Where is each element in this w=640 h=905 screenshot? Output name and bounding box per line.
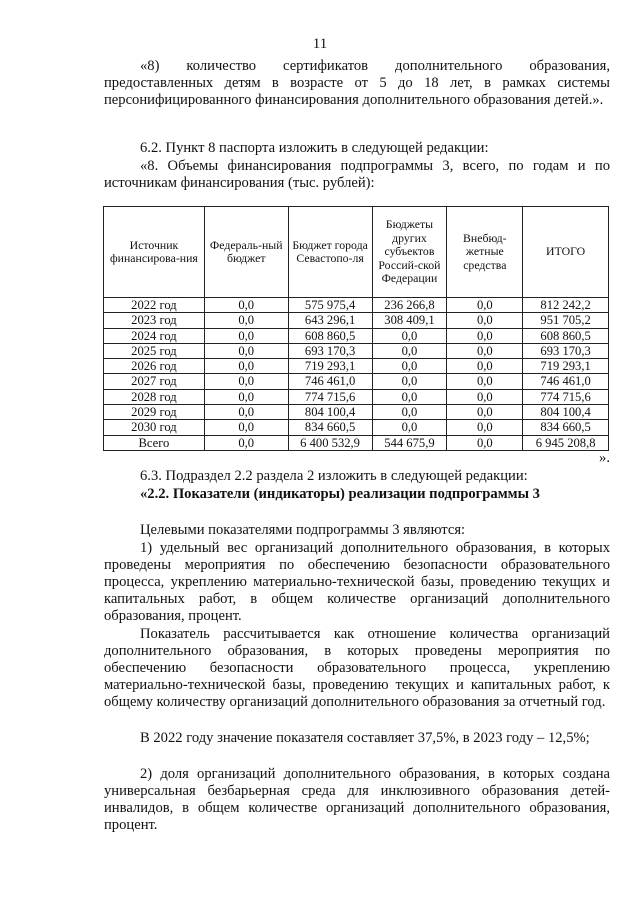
- cell-total: 719 293,1: [523, 359, 609, 374]
- cell-extrabudgetary: 0,0: [447, 389, 523, 404]
- cell-federal: 0,0: [204, 435, 288, 450]
- table-row: [104, 405, 609, 420]
- header-sevastopol-budget: Бюджет города Севастопо-ля: [288, 207, 372, 298]
- table-row: [104, 359, 609, 374]
- cell-other-subjects: 0,0: [372, 420, 447, 435]
- table-row-total: [104, 435, 609, 450]
- cell-extrabudgetary: 0,0: [447, 420, 523, 435]
- cell-extrabudgetary: 0,0: [447, 359, 523, 374]
- indicator-values: В 2022 году значение показателя составляет 37,5%, в 2023 году – 12,5%;: [140, 730, 590, 746]
- cell-sevastopol: 719 293,1: [288, 359, 372, 374]
- cell-sevastopol: 575 975,4: [288, 298, 372, 313]
- cell-sevastopol: 834 660,5: [288, 420, 372, 435]
- section-heading: «2.2. Показатели (индикаторы) реализации подпрограммы 3: [140, 486, 540, 502]
- table-row: [104, 420, 609, 435]
- row-total-label: Всего: [104, 435, 205, 450]
- cell-extrabudgetary: 0,0: [447, 374, 523, 389]
- calculation-description: Показатель рассчитывается как отношение количества организаций дополнительного образования, в которых проведены мероприятия по обеспечению безопасности образовательного процесса, укреплению материально-технической базы, проведению текущих и капитальных работ, к общему количеству организаций дополнительного образования за отчетный год.: [104, 626, 610, 710]
- cell-other-subjects: 0,0: [372, 374, 447, 389]
- row-year: 2025 год: [104, 343, 205, 358]
- cell-total: 774 715,6: [523, 389, 609, 404]
- header-total: ИТОГО: [523, 207, 609, 298]
- row-year: 2027 год: [104, 374, 205, 389]
- paragraph-certificates: «8) количество сертификатов дополнительного образования, предоставленных детям в возрасте от 5 до 18 лет, в рамках системы персонифицированного финансирования дополнительного образования детей.».: [104, 58, 610, 108]
- table-row: [104, 328, 609, 343]
- indicator-1: 1) удельный вес организаций дополнительного образования, в которых проведены мероприятия по обеспечению безопасности образовательного процесса, укреплению материально-технической базы, проведению текущих и капитальных работ, в общем количестве организаций дополнительного образования, процент.: [104, 540, 610, 624]
- cell-other-subjects: 236 266,8: [372, 298, 447, 313]
- cell-other-subjects: 0,0: [372, 405, 447, 420]
- row-year: 2024 год: [104, 328, 205, 343]
- cell-extrabudgetary: 0,0: [447, 343, 523, 358]
- cell-total: 834 660,5: [523, 420, 609, 435]
- cell-total: 804 100,4: [523, 405, 609, 420]
- cell-sevastopol: 608 860,5: [288, 328, 372, 343]
- indicator-2: 2) доля организаций дополнительного образования, в которых создана универсальная безбарьерная среда для инклюзивного образования детей-инвалидов, в общем количестве организаций дополнительного образования, процент.: [104, 766, 610, 833]
- cell-other-subjects: 0,0: [372, 343, 447, 358]
- cell-federal: 0,0: [204, 374, 288, 389]
- row-year: 2026 год: [104, 359, 205, 374]
- cell-federal: 0,0: [204, 343, 288, 358]
- cell-sevastopol: 804 100,4: [288, 405, 372, 420]
- item-6-3: 6.3. Подраздел 2.2 раздела 2 изложить в следующей редакции:: [140, 468, 528, 484]
- cell-federal: 0,0: [204, 313, 288, 328]
- cell-total: 746 461,0: [523, 374, 609, 389]
- page-number: 11: [312, 36, 328, 52]
- table-row: [104, 389, 609, 404]
- row-year: 2030 год: [104, 420, 205, 435]
- row-year: 2023 год: [104, 313, 205, 328]
- row-year: 2029 год: [104, 405, 205, 420]
- header-source: Источник финансирова-ния: [104, 207, 205, 298]
- cell-sevastopol: 693 170,3: [288, 343, 372, 358]
- cell-sevastopol: 6 400 532,9: [288, 435, 372, 450]
- cell-other-subjects: 0,0: [372, 389, 447, 404]
- table-closing-quote: ».: [599, 450, 610, 466]
- cell-sevastopol: 746 461,0: [288, 374, 372, 389]
- cell-sevastopol: 774 715,6: [288, 389, 372, 404]
- header-other-subjects-budgets: Бюджеты других субъектов Россий-ской Федерации: [372, 207, 447, 298]
- cell-other-subjects: 0,0: [372, 328, 447, 343]
- cell-extrabudgetary: 0,0: [447, 313, 523, 328]
- cell-extrabudgetary: 0,0: [447, 298, 523, 313]
- table-row: [104, 298, 609, 313]
- table-row: [104, 374, 609, 389]
- cell-federal: 0,0: [204, 389, 288, 404]
- table-row: [104, 343, 609, 358]
- cell-other-subjects: 0,0: [372, 359, 447, 374]
- cell-total: 6 945 208,8: [523, 435, 609, 450]
- header-extrabudgetary: Внебюд-жетные средства: [447, 207, 523, 298]
- table-row: [104, 313, 609, 328]
- row-year: 2028 год: [104, 389, 205, 404]
- cell-total: 693 170,3: [523, 343, 609, 358]
- cell-total: 608 860,5: [523, 328, 609, 343]
- targets-intro: Целевыми показателями подпрограммы 3 являются:: [140, 522, 466, 538]
- cell-total: 951 705,2: [523, 313, 609, 328]
- cell-federal: 0,0: [204, 298, 288, 313]
- cell-other-subjects: 308 409,1: [372, 313, 447, 328]
- header-federal-budget: Федераль-ный бюджет: [204, 207, 288, 298]
- row-year: 2022 год: [104, 298, 205, 313]
- cell-sevastopol: 643 296,1: [288, 313, 372, 328]
- cell-federal: 0,0: [204, 359, 288, 374]
- cell-extrabudgetary: 0,0: [447, 435, 523, 450]
- cell-federal: 0,0: [204, 405, 288, 420]
- cell-other-subjects: 544 675,9: [372, 435, 447, 450]
- cell-extrabudgetary: 0,0: [447, 405, 523, 420]
- financing-table: [103, 206, 609, 451]
- cell-federal: 0,0: [204, 420, 288, 435]
- item-8-financing-intro: «8. Объемы финансирования подпрограммы 3, всего, по годам и по источникам финансирования (тыс. рублей):: [104, 158, 610, 191]
- item-6-2: 6.2. Пункт 8 паспорта изложить в следующей редакции:: [140, 140, 489, 156]
- cell-federal: 0,0: [204, 328, 288, 343]
- table-header-row: [104, 207, 609, 298]
- cell-extrabudgetary: 0,0: [447, 328, 523, 343]
- cell-total: 812 242,2: [523, 298, 609, 313]
